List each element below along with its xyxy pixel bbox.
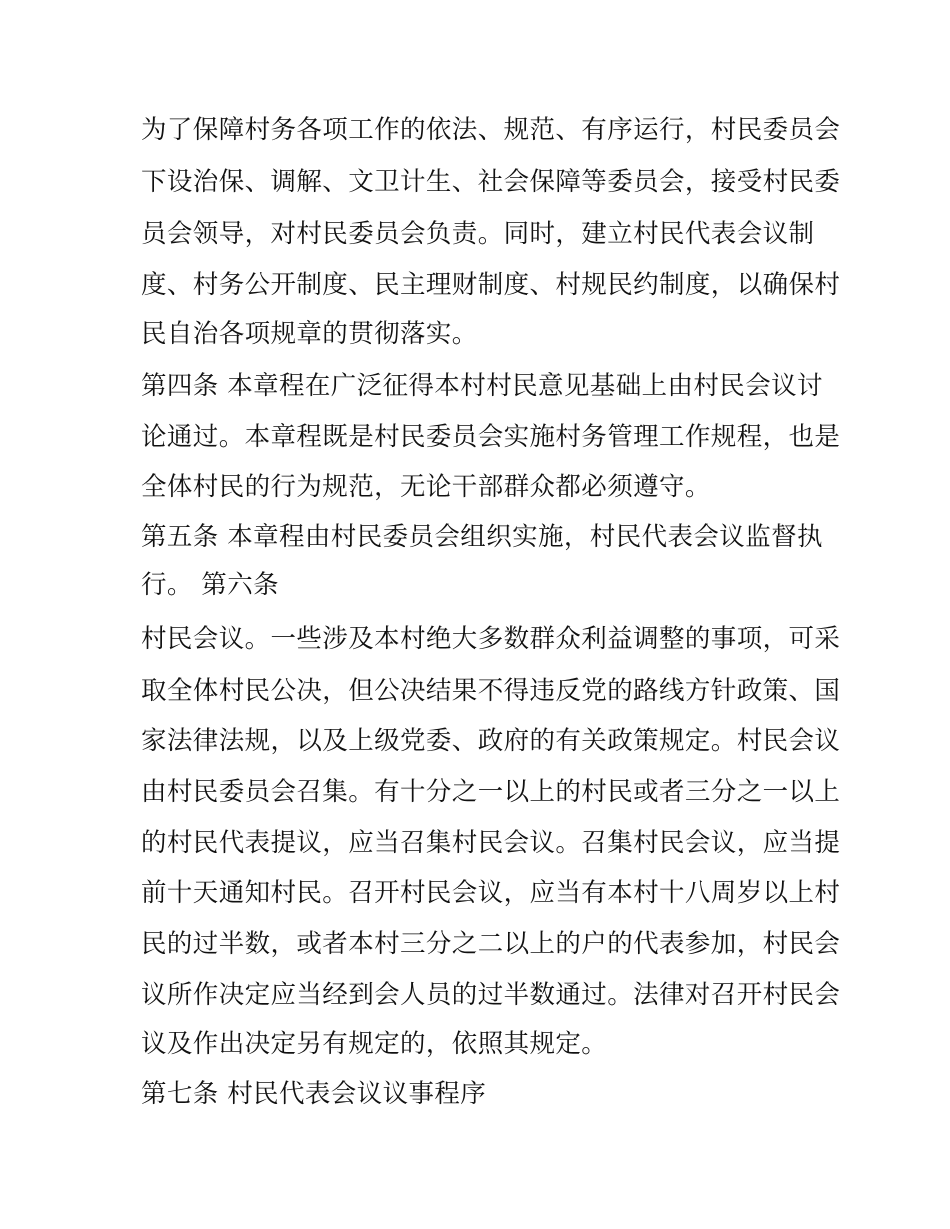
text-line: 家法律法规，以及上级党委、政府的有关政策规定。村民会议 <box>141 726 841 756</box>
text-line: 民的过半数，或者本村三分之二以上的户的代表参加，村民会 <box>141 929 841 959</box>
text-line: 论通过。本章程既是村民委员会实施村务管理工作规程，也是 <box>141 422 841 452</box>
text-line: 议所作决定应当经到会人员的过半数通过。法律对召开村民会 <box>141 980 841 1010</box>
text-line: 的村民代表提议，应当召集村民会议。召集村民会议，应当提 <box>141 828 841 858</box>
text-line: 员会领导，对村民委员会负责。同时，建立村民代表会议制 <box>141 219 815 249</box>
text-line: 民自治各项规章的贯彻落实。 <box>141 319 478 349</box>
text-line: 取全体村民公决，但公决结果不得违反党的路线方针政策、国 <box>141 676 841 706</box>
text-line: 前十天通知村民。召开村民会议，应当有本村十八周岁以上村 <box>141 878 841 908</box>
text-line: 由村民委员会召集。有十分之一以上的村民或者三分之一以上 <box>141 777 841 807</box>
article-5-heading-line: 第五条 本章程由村民委员会组织实施，村民代表会议监督执 <box>141 522 823 552</box>
article-7-heading-line: 第七条 村民代表会议议事程序 <box>141 1079 487 1109</box>
text-line: 议及作出决定另有规定的，依照其规定。 <box>141 1029 608 1059</box>
article-4-heading-line: 第四条 本章程在广泛征得本村村民意见基础上由村民会议讨 <box>141 371 823 401</box>
text-line: 下设治保、调解、文卫计生、社会保障等委员会，接受村民委 <box>141 167 841 197</box>
text-line: 为了保障村务各项工作的依法、规范、有序运行，村民委员会 <box>141 115 841 145</box>
text-line: 行。 第六条 <box>141 570 280 600</box>
text-line: 村民会议。一些涉及本村绝大多数群众利益调整的事项，可采 <box>141 624 841 654</box>
text-line: 全体村民的行为规范，无论干部群众都必须遵守。 <box>141 472 711 502</box>
text-line: 度、村务公开制度、民主理财制度、村规民约制度，以确保村 <box>141 270 841 300</box>
